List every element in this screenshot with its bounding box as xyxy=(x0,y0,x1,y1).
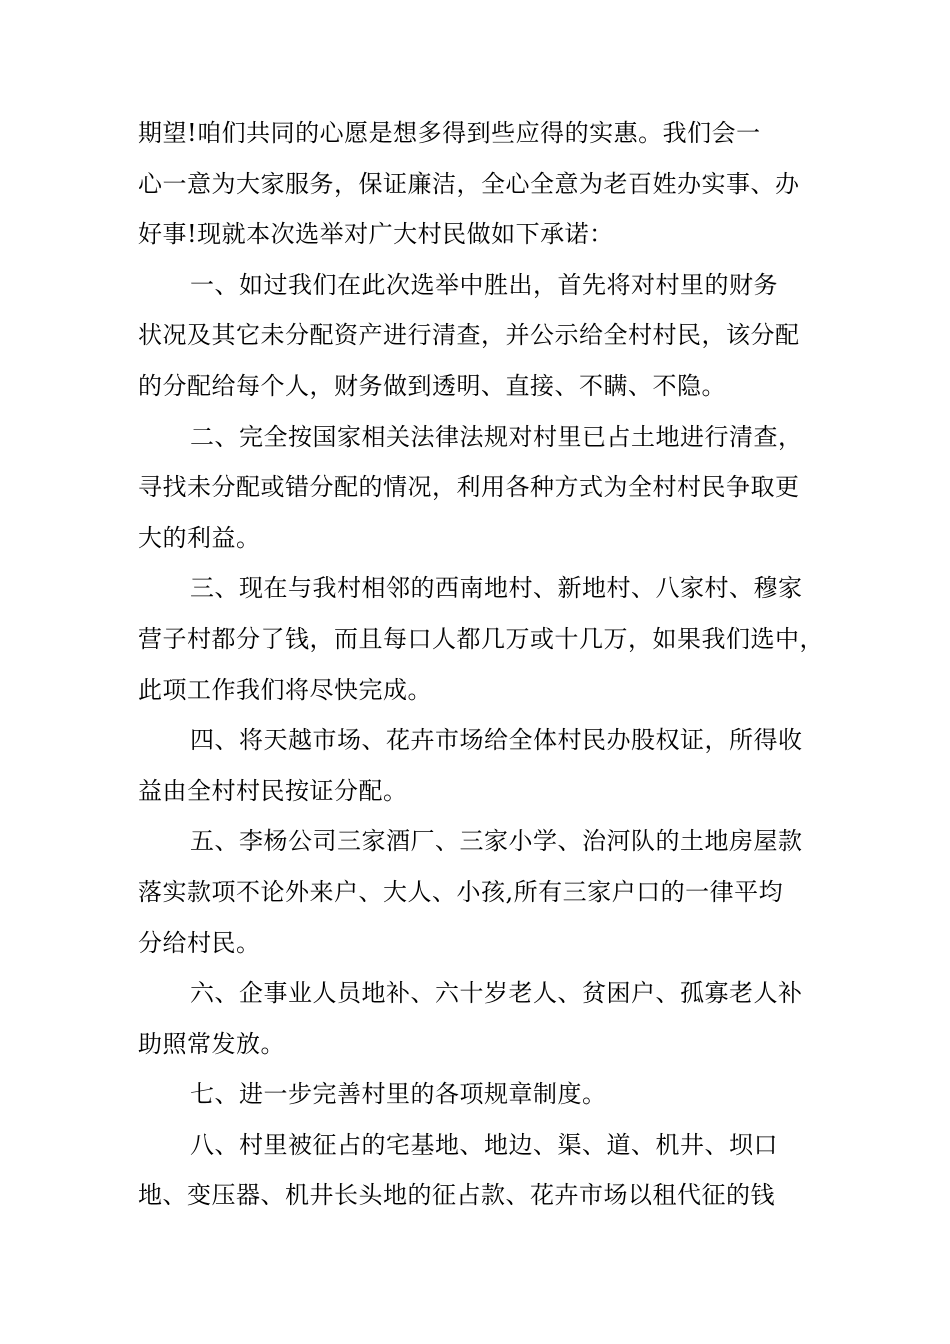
text-line: 二、完全按国家相关法律法规对村里已占土地进行清查， xyxy=(190,422,803,451)
text-line: 状况及其它未分配资产进行清查，并公示给全村村民，该分配 xyxy=(138,321,800,350)
text-line: 大的利益。 xyxy=(138,523,261,552)
text-line: 寻找未分配或错分配的情况，利用各种方式为全村村民争取更 xyxy=(138,473,800,502)
text-line: 期望!咱们共同的心愿是想多得到些应得的实惠。我们会一 xyxy=(138,119,761,147)
text-line: 助照常发放。 xyxy=(138,1029,285,1058)
text-line: 五、李杨公司三家酒厂、三家小学、治河队的土地房屋款 xyxy=(190,827,803,856)
text-line: 心一意为大家服务，保证廉洁，全心全意为老百姓办实事、办 xyxy=(138,169,800,198)
text-line: 八、村里被征占的宅基地、地边、渠、道、机井、坝口 xyxy=(190,1130,778,1159)
text-line: 营子村都分了钱，而且每口人都几万或十几万，如果我们选中， xyxy=(138,624,824,653)
text-line: 七、进一步完善村里的各项规章制度。 xyxy=(190,1080,607,1109)
text-line: 分给村民。 xyxy=(138,928,261,957)
text-line: 一、如过我们在此次选举中胜出，首先将对村里的财务 xyxy=(190,270,778,299)
text-line: 三、现在与我村相邻的西南地村、新地村、八家村、穆家 xyxy=(190,574,803,603)
text-line: 益由全村村民按证分配。 xyxy=(138,776,408,805)
text-line: 此项工作我们将尽快完成。 xyxy=(138,675,432,704)
text-line: 地、变压器、机井长头地的征占款、花卉市场以租代征的钱 xyxy=(138,1181,775,1210)
text-line: 落实款项不论外来户、大人、小孩,所有三家户口的一律平均 xyxy=(138,877,784,906)
text-line: 好事!现就本次选举对广大村民做如下承诺： xyxy=(138,220,614,249)
document-body xyxy=(138,108,838,1221)
text-line: 的分配给每个人，财务做到透明、直接、不瞒、不隐。 xyxy=(138,371,726,400)
text-line: 六、企事业人员地补、六十岁老人、贫困户、孤寡老人补 xyxy=(190,979,803,1008)
text-line: 四、将天越市场、花卉市场给全体村民办股权证，所得收 xyxy=(190,726,803,755)
